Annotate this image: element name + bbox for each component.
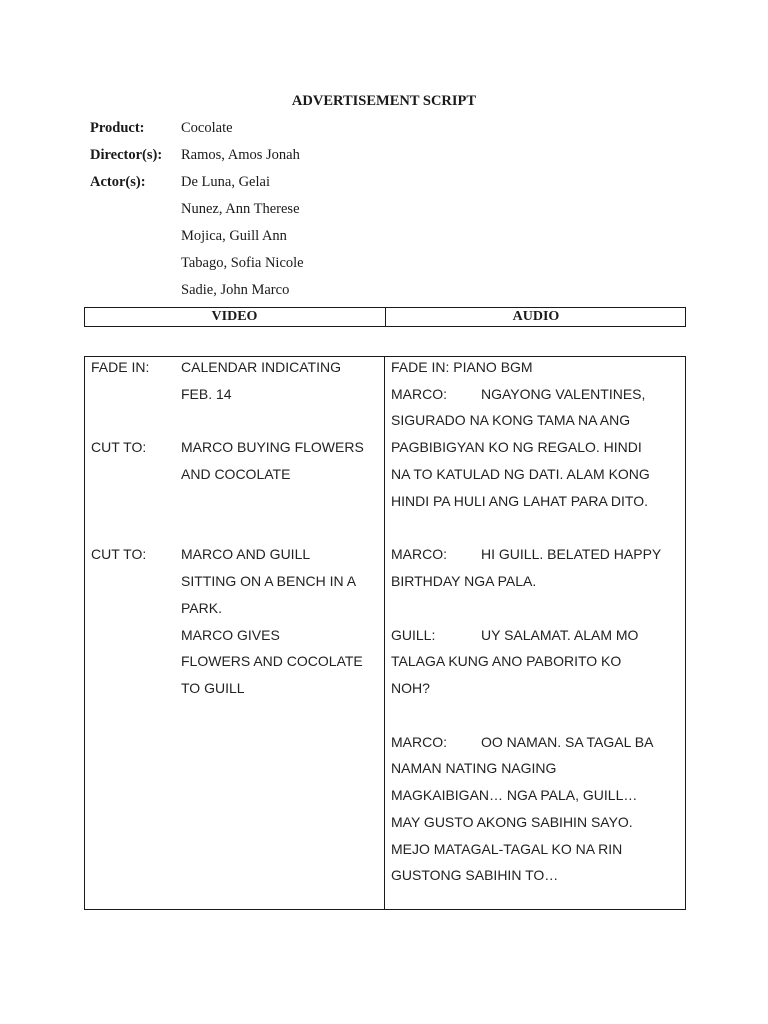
audio-speaker: MARCO:	[391, 734, 447, 750]
video-transition: FADE IN:	[91, 359, 150, 375]
director-label: Director(s):	[90, 147, 163, 163]
video-transition: CUT TO:	[91, 546, 147, 562]
video-line: FEB. 14	[181, 386, 232, 402]
video-line: MARCO BUYING FLOWERS	[181, 439, 364, 455]
actor-name: De Luna, Gelai	[181, 174, 270, 190]
director-value: Ramos, Amos Jonah	[181, 147, 300, 163]
audio-line: NGAYONG VALENTINES,	[481, 386, 646, 402]
audio-line: MAY GUSTO AKONG SABIHIN SAYO.	[391, 814, 633, 830]
actor-name: Tabago, Sofia Nicole	[181, 255, 304, 271]
page-title: ADVERTISEMENT SCRIPT	[291, 93, 477, 109]
video-column-header: VIDEO	[211, 309, 258, 324]
audio-line: SIGURADO NA KONG TAMA NA ANG	[391, 412, 631, 428]
video-line: SITTING ON A BENCH IN A	[181, 573, 357, 589]
script-table	[84, 356, 686, 910]
audio-line: BIRTHDAY NGA PALA.	[391, 573, 537, 589]
product-value: Cocolate	[181, 120, 233, 136]
audio-line: OO NAMAN. SA TAGAL BA	[481, 734, 654, 750]
audio-column-header: AUDIO	[385, 308, 686, 326]
actors-label: Actor(s):	[90, 174, 146, 190]
audio-line: GUSTONG SABIHIN TO…	[391, 867, 559, 883]
audio-line: MAGKAIBIGAN… NGA PALA, GUILL…	[391, 787, 638, 803]
product-label: Product:	[90, 120, 145, 136]
audio-speaker: MARCO:	[391, 386, 447, 402]
audio-line: HINDI PA HULI ANG LAHAT PARA DITO.	[391, 493, 648, 509]
audio-line: PAGBIBIGYAN KO NG REGALO. HINDI	[391, 439, 642, 455]
audio-line: NAMAN NATING NAGING	[391, 760, 557, 776]
audio-line: HI GUILL. BELATED HAPPY	[481, 546, 662, 562]
audio-cue: FADE IN: PIANO BGM	[391, 359, 533, 375]
video-line: TO GUILL	[181, 680, 245, 696]
video-transition: CUT TO:	[91, 439, 147, 455]
actor-name: Nunez, Ann Therese	[181, 201, 300, 217]
video-line: MARCO GIVES	[181, 627, 280, 643]
audio-speaker: GUILL:	[391, 627, 436, 643]
video-line: MARCO AND GUILL	[181, 546, 311, 562]
video-line: CALENDAR INDICATING	[181, 359, 341, 375]
actor-name: Mojica, Guill Ann	[181, 228, 287, 244]
audio-line: MEJO MATAGAL-TAGAL KO NA RIN	[391, 841, 623, 857]
video-line: PARK.	[181, 600, 222, 616]
column-header-table	[84, 307, 686, 327]
actor-name: Sadie, John Marco	[181, 282, 290, 298]
audio-line: NOH?	[391, 680, 430, 696]
video-line: AND COCOLATE	[181, 466, 291, 482]
audio-line: NA TO KATULAD NG DATI. ALAM KONG	[391, 466, 650, 482]
column-divider	[384, 357, 385, 909]
audio-line: UY SALAMAT. ALAM MO	[481, 627, 639, 643]
video-line: FLOWERS AND COCOLATE	[181, 653, 363, 669]
audio-line: TALAGA KUNG ANO PABORITO KO	[391, 653, 622, 669]
audio-speaker: MARCO:	[391, 546, 447, 562]
